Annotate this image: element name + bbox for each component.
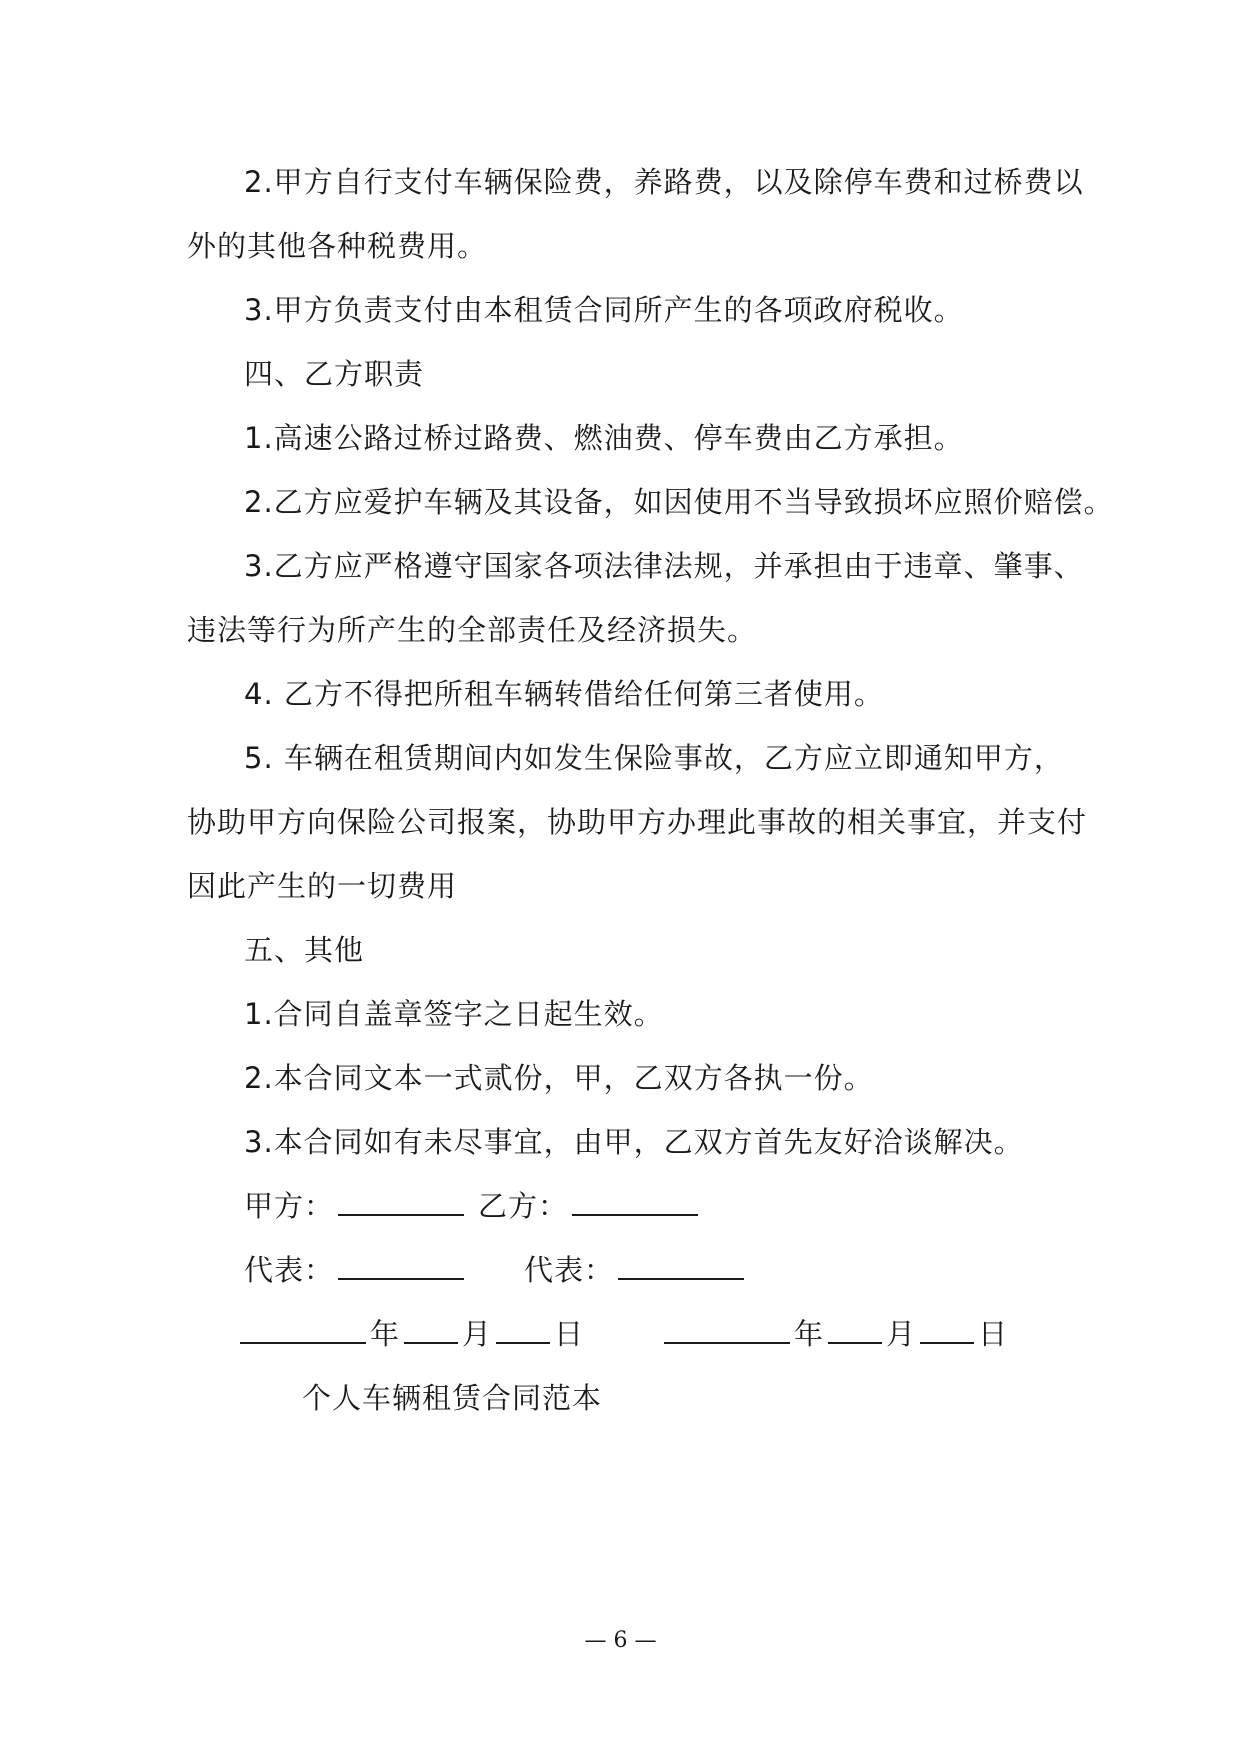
paragraph-line: 2.乙方应爱护车辆及其设备，如因使用不当导致损坏应照价赔偿。: [244, 485, 1114, 519]
paragraph-line: 3.甲方负责支付由本租赁合同所产生的各项政府税收。: [244, 293, 964, 327]
rep-b-label: 代表：: [524, 1253, 615, 1287]
rep-a-blank: [338, 1252, 464, 1280]
party-a-label: 甲方：: [244, 1189, 335, 1223]
paragraph-line: 3.本合同如有未尽事宜，由甲，乙双方首先友好洽谈解决。: [244, 1125, 1024, 1159]
date-a-month-blank: [404, 1316, 458, 1344]
date-b-day-blank: [920, 1316, 974, 1344]
section-heading: 五、其他: [244, 933, 365, 967]
next-document-title: 个人车辆租赁合同范本: [302, 1381, 603, 1415]
year-label: 年: [370, 1317, 401, 1351]
paragraph-line: 3.乙方应严格遵守国家各项法律法规，并承担由于违章、肇事、: [244, 549, 1084, 583]
date-a-year-blank: [240, 1316, 366, 1344]
section-heading: 四、乙方职责: [244, 357, 425, 391]
paragraph-line: 外的其他各种税费用。: [187, 229, 488, 263]
party-b-label: 乙方：: [478, 1189, 569, 1223]
paragraph-line: 5. 车辆在租赁期间内如发生保险事故，乙方应立即通知甲方，: [244, 741, 1064, 775]
date-a-day-blank: [496, 1316, 550, 1344]
paragraph-line: 因此产生的一切费用: [187, 869, 458, 903]
rep-b-blank: [618, 1252, 744, 1280]
date-b-year-blank: [664, 1316, 790, 1344]
paragraph-line: 协助甲方向保险公司报案，协助甲方办理此事故的相关事宜，并支付: [187, 805, 1088, 839]
month-label: 月: [462, 1317, 493, 1351]
paragraph-line: 1.高速公路过桥过路费、燃油费、停车费由乙方承担。: [244, 421, 964, 455]
day-label: 日: [554, 1317, 585, 1351]
paragraph-line: 1.合同自盖章签字之日起生效。: [244, 997, 664, 1031]
paragraph-line: 2.甲方自行支付车辆保险费，养路费，以及除停车费和过桥费以: [244, 165, 1084, 199]
signature-representatives-row: [244, 1250, 748, 1290]
signature-parties-row: [244, 1186, 702, 1226]
page-number: — 6 —: [584, 1628, 657, 1653]
party-b-blank: [572, 1188, 698, 1216]
year-label: 年: [794, 1317, 825, 1351]
paragraph-line: 2.本合同文本一式贰份，甲，乙双方各执一份。: [244, 1061, 874, 1095]
party-a-blank: [338, 1188, 464, 1216]
month-label: 月: [886, 1317, 917, 1351]
date-b-month-blank: [828, 1316, 882, 1344]
day-label: 日: [978, 1317, 1009, 1351]
rep-a-label: 代表：: [244, 1253, 335, 1287]
signature-date-row: [240, 1314, 1008, 1354]
paragraph-line: 违法等行为所产生的全部责任及经济损失。: [187, 613, 758, 647]
paragraph-line: 4. 乙方不得把所租车辆转借给任何第三者使用。: [244, 677, 884, 711]
